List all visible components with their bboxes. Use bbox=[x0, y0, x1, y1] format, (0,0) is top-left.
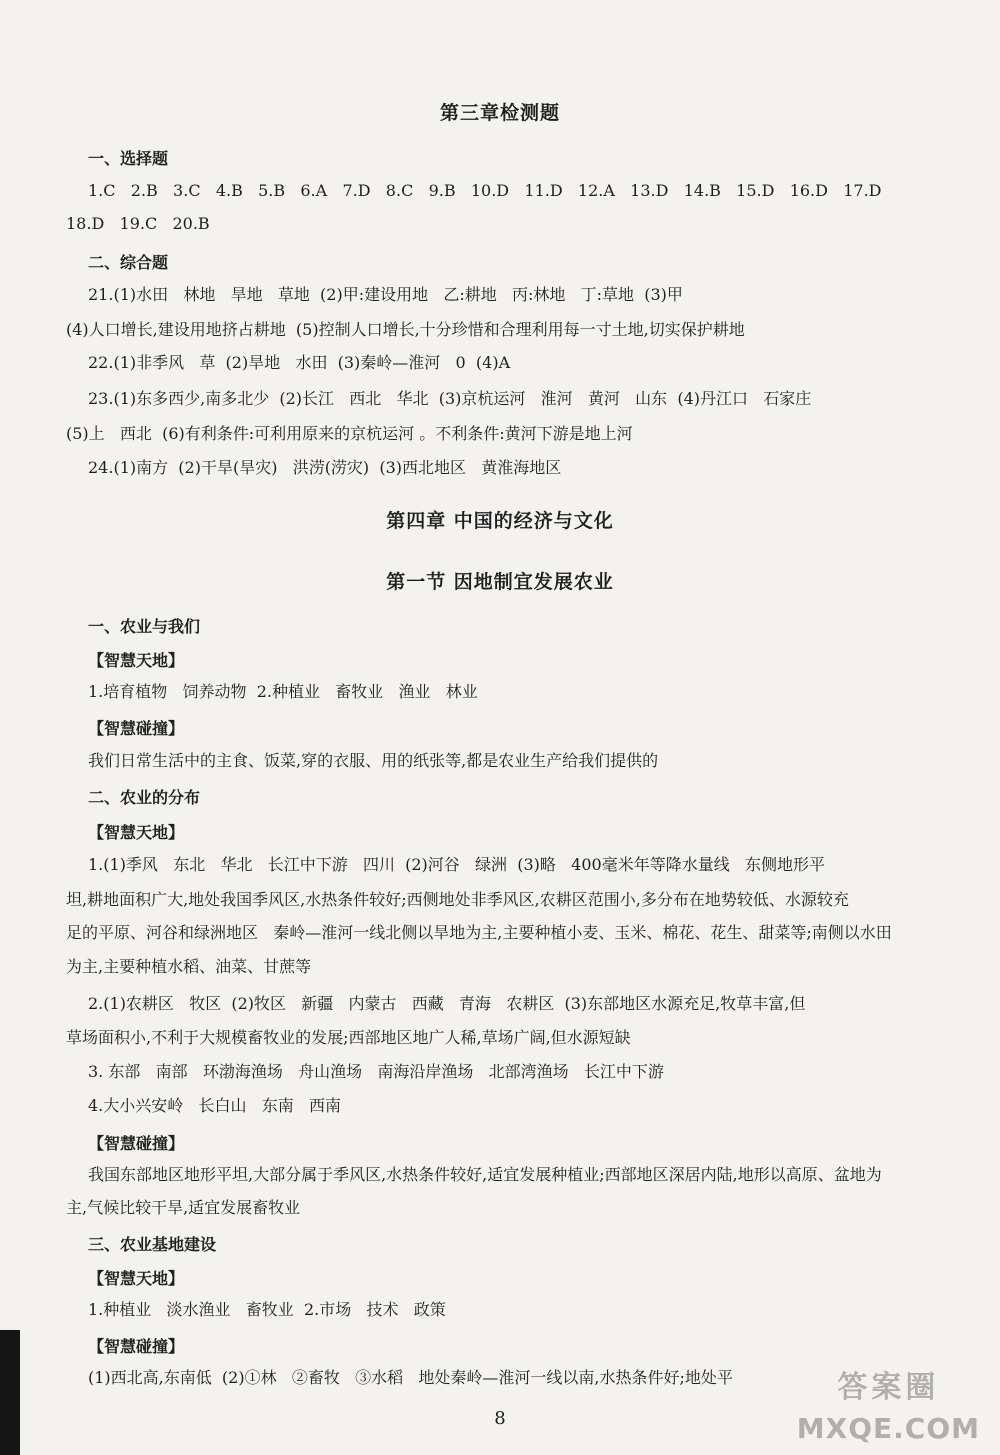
q22-line: 22.(1)非季风 草 (2)旱地 水田 (3)秦岭—淮河 0 (4)A bbox=[88, 353, 511, 372]
wisdom-collide-label: 【智慧碰撞】 bbox=[88, 1337, 185, 1356]
part3-answers: 1.种植业 淡水渔业 畜牧业 2.市场 技术 政策 bbox=[88, 1300, 446, 1319]
q23-line1: 23.(1)东多西少,南多北少 (2)长江 西北 华北 (3)京杭运河 淮河 黄河 山东 (4)丹江口 石家庄 bbox=[88, 389, 812, 408]
q21-line2: (4)人口增长,建设用地挤占耕地 (5)控制人口增长,十分珍惜和合理利用每一寸土地,切实保护耕地 bbox=[66, 320, 745, 339]
part2-collide-line2: 主,气候比较干旱,适宜发展畜牧业 bbox=[66, 1198, 301, 1217]
part2-q1-line2: 坦,耕地面积广大,地处我国季风区,水热条件较好;西侧地处非季风区,农耕区范围小,多分布在地势较低、水源较充 bbox=[66, 890, 849, 909]
part1-answers: 1.培育植物 饲养动物 2.种植业 畜牧业 渔业 林业 bbox=[88, 682, 478, 701]
wisdom-land-label: 【智慧天地】 bbox=[88, 651, 185, 670]
part3-heading: 三、农业基地建设 bbox=[88, 1235, 217, 1254]
page-number: 8 bbox=[494, 1408, 506, 1429]
part2-q1-line3: 足的平原、河谷和绿洲地区 秦岭—淮河一线北侧以旱地为主,主要种植小麦、玉米、棉花、花生、甜菜等;南侧以水田 bbox=[66, 923, 892, 942]
part2-q3-line: 3. 东部 南部 环渤海渔场 舟山渔场 南海沿岸渔场 北部湾渔场 长江中下游 bbox=[88, 1062, 664, 1081]
q21-line1: 21.(1)水田 林地 旱地 草地 (2)甲:建设用地 乙:耕地 丙:林地 丁:草地 (3)甲 bbox=[88, 285, 683, 304]
section-heading-comprehensive: 二、综合题 bbox=[88, 253, 169, 272]
chapter3-title: 第三章检测题 bbox=[439, 102, 560, 124]
wisdom-collide-label: 【智慧碰撞】 bbox=[88, 1134, 185, 1153]
q24-line: 24.(1)南方 (2)干旱(旱灾) 洪涝(涝灾) (3)西北地区 黄淮海地区 bbox=[88, 458, 562, 477]
part2-collide-line1: 我国东部地区地形平坦,大部分属于季风区,水热条件较好,适宜发展种植业;西部地区深居内陆,地形以高原、盆地为 bbox=[88, 1165, 882, 1184]
q23-line2: (5)上 西北 (6)有利条件:可利用原来的京杭运河 。不利条件:黄河下游是地上河 bbox=[66, 424, 633, 443]
part3-collide-text: (1)西北高,东南低 (2)①林 ②畜牧 ③水稻 地处秦岭—淮河一线以南,水热条件好;地处平 bbox=[88, 1368, 733, 1387]
watermark-logo bbox=[797, 1362, 980, 1445]
part2-heading: 二、农业的分布 bbox=[88, 788, 201, 807]
chapter4-title: 第四章 中国的经济与文化 bbox=[386, 510, 614, 532]
watermark-title: 答案圈 bbox=[837, 1370, 940, 1405]
choice-answers-line2: 18.D 19.C 20.B bbox=[66, 214, 210, 233]
part2-q1-line1: 1.(1)季风 东北 华北 长江中下游 四川 (2)河谷 绿洲 (3)略 400毫米年等降水量线 东侧地形平 bbox=[88, 855, 825, 874]
scan-edge-shadow bbox=[0, 1330, 20, 1455]
watermark-url: MXQE.COM bbox=[796, 1412, 980, 1445]
choice-answers-line1: 1.C 2.B 3.C 4.B 5.B 6.A 7.D 8.C 9.B 10.D 11.D 12.A 13.D 14.B 15.D 16.D 17.D bbox=[88, 181, 882, 200]
wisdom-collide-label: 【智慧碰撞】 bbox=[88, 719, 185, 738]
wisdom-land-label: 【智慧天地】 bbox=[88, 1269, 185, 1288]
part2-q2-line2: 草场面积小,不利于大规模畜牧业的发展;西部地区地广人稀,草场广阔,但水源短缺 bbox=[66, 1028, 631, 1047]
part2-q2-line1: 2.(1)农耕区 牧区 (2)牧区 新疆 内蒙古 西藏 青海 农耕区 (3)东部地区水源充足,牧草丰富,但 bbox=[88, 994, 806, 1013]
part2-q4-line: 4.大小兴安岭 长白山 东南 西南 bbox=[88, 1096, 342, 1115]
part2-q1-line4: 为主,主要种植水稻、油菜、甘蔗等 bbox=[66, 957, 312, 976]
section1-title: 第一节 因地制宜发展农业 bbox=[386, 571, 614, 593]
part1-heading: 一、农业与我们 bbox=[88, 617, 201, 636]
part1-collide-text: 我们日常生活中的主食、饭菜,穿的衣服、用的纸张等,都是农业生产给我们提供的 bbox=[88, 751, 659, 770]
section-heading-choice: 一、选择题 bbox=[88, 149, 169, 168]
wisdom-land-label: 【智慧天地】 bbox=[88, 823, 185, 842]
